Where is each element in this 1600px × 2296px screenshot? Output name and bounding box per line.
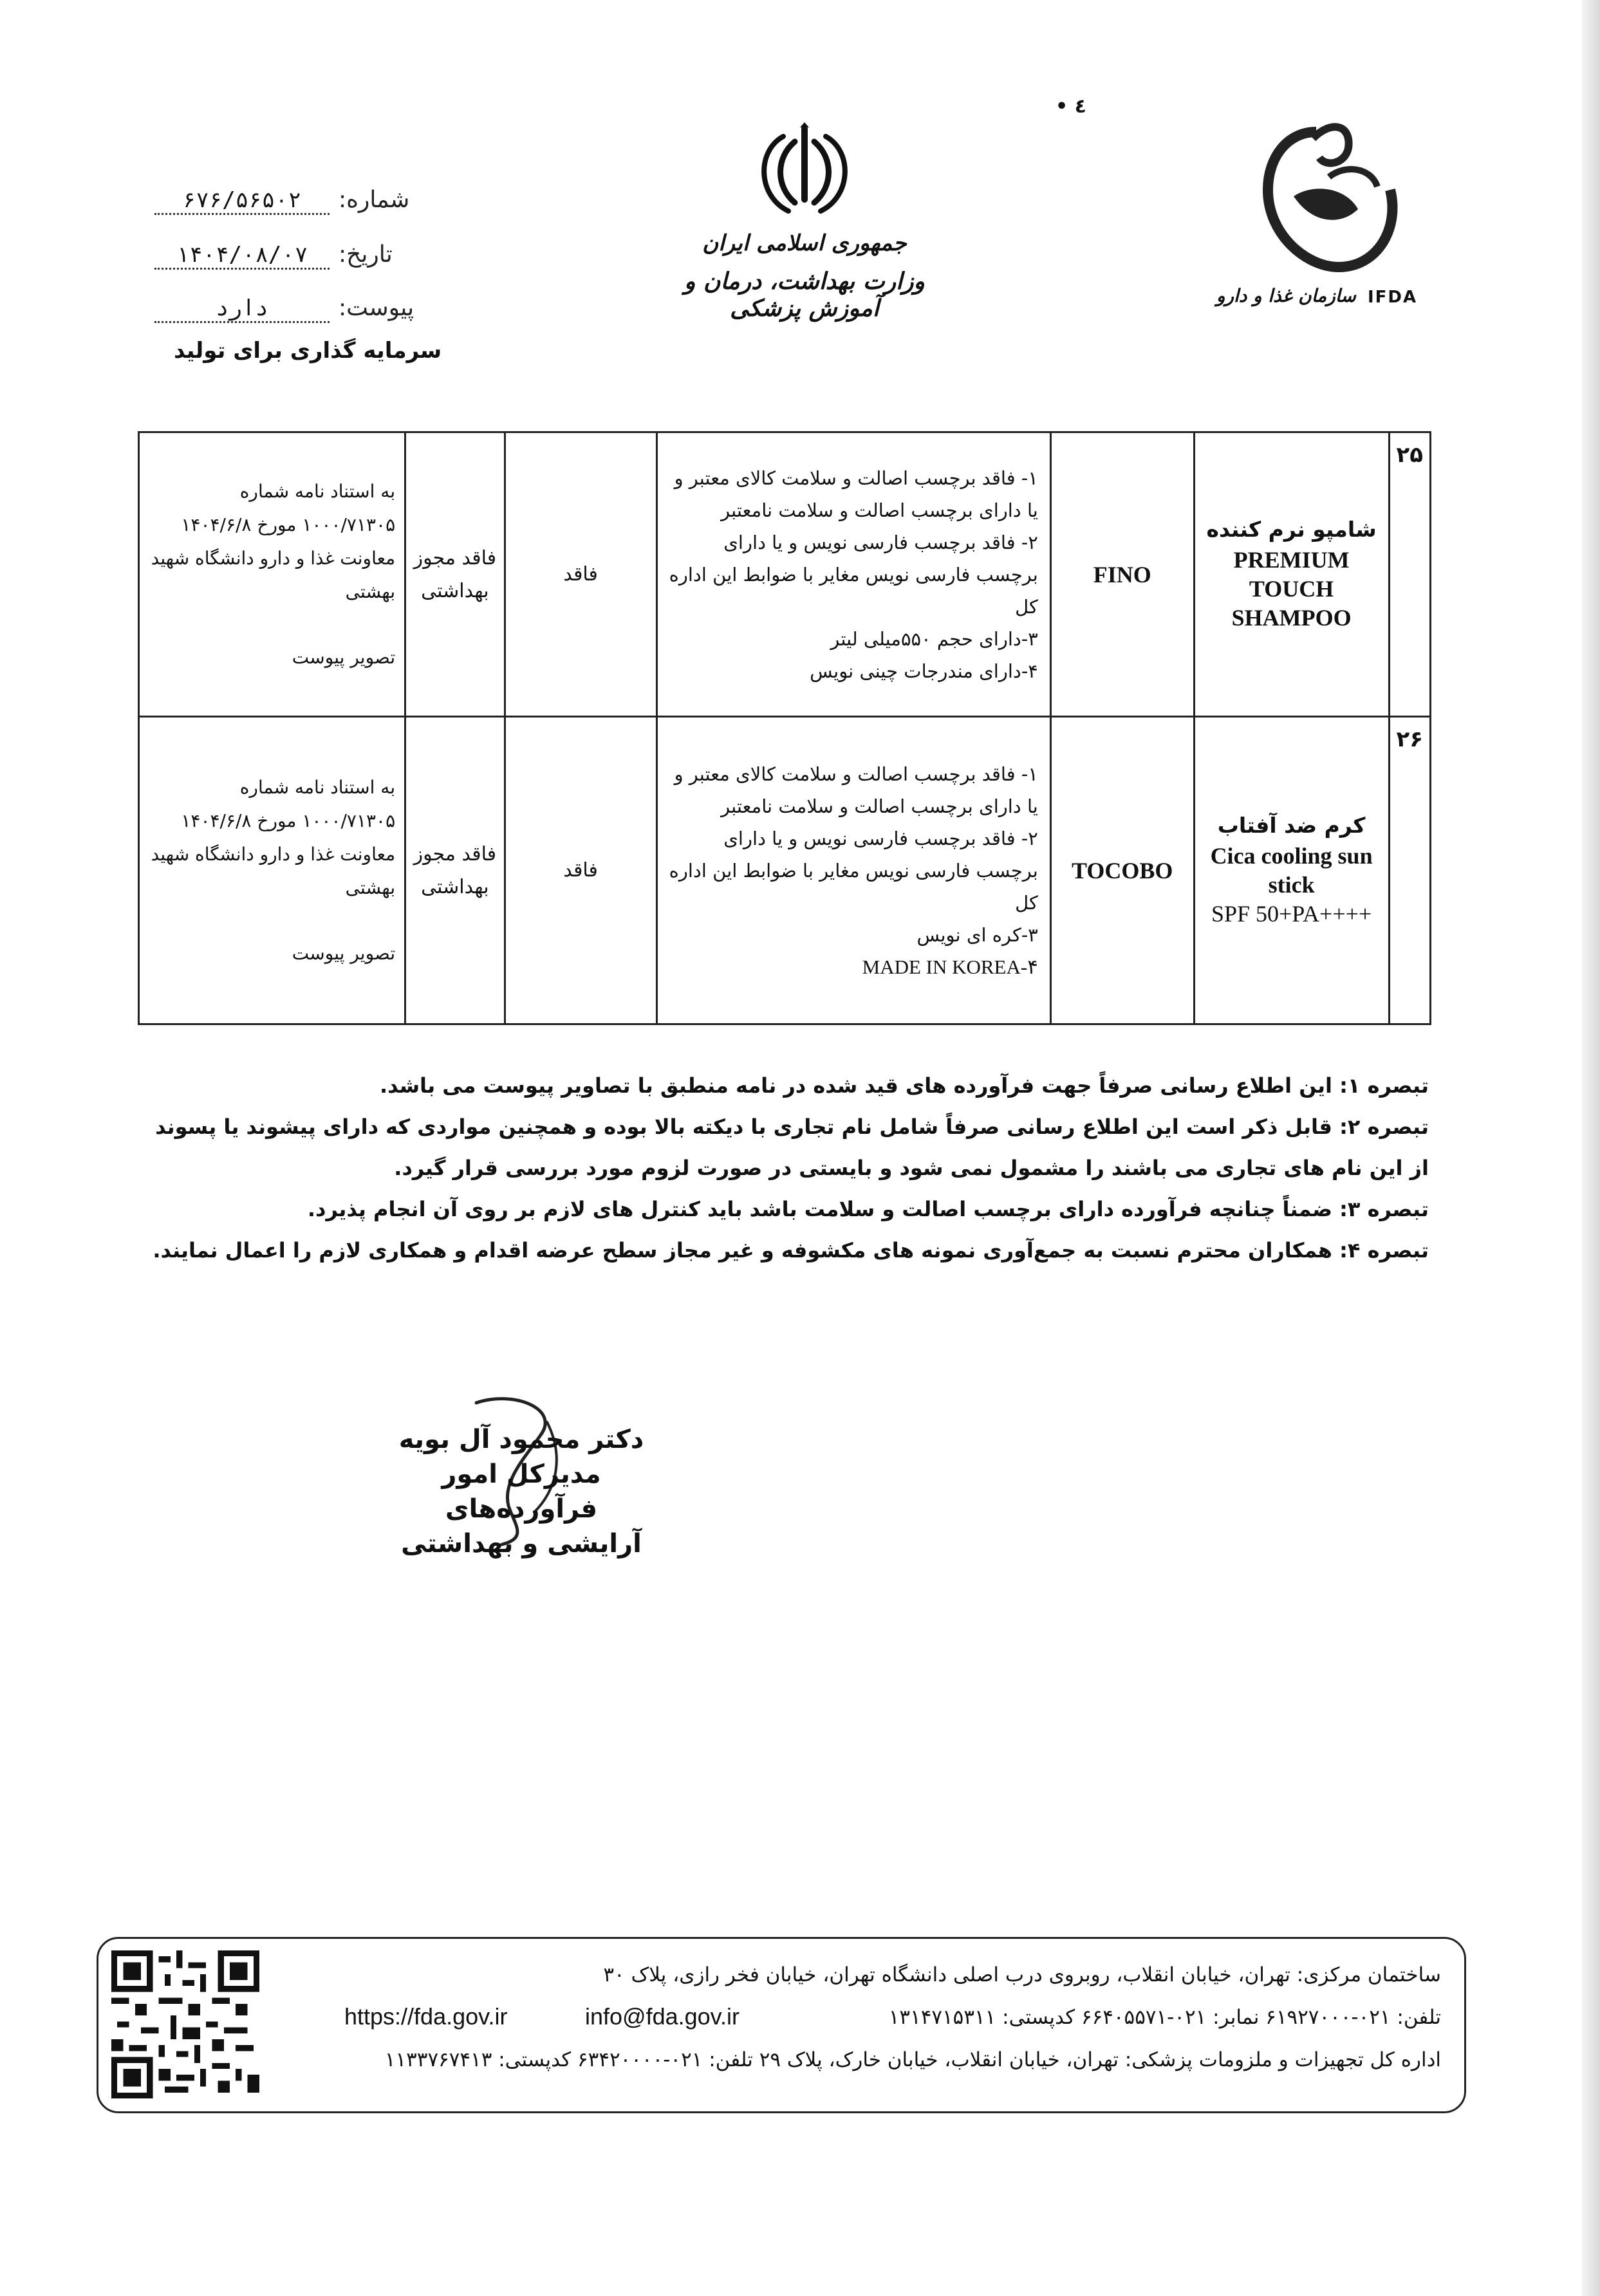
product-name-en-line: SHAMPOO: [1231, 604, 1352, 631]
issue-line: ۱- فاقد برچسب اصالت و سلامت کالای معتبر و: [674, 467, 1038, 489]
signatory-title: آرایشی و بهداشتی: [401, 1529, 642, 1559]
permit-line: فاقد مجوز: [413, 546, 497, 569]
fda-logo-icon: [1216, 113, 1429, 286]
reference-cell: [139, 717, 405, 1024]
product-name-en-line: PREMIUM TOUCH: [1233, 546, 1350, 602]
products-table: [138, 431, 1431, 1025]
note-4: تبصره ۴: همکاران محترم نسبت به جمع‌آوری نمونه های مکشوفه و غیر مجاز سطح عرضه اقدام و همکاری لازم را اعمال نمایند.: [153, 1238, 1429, 1263]
reference-line: به استناد نامه شماره: [239, 776, 396, 798]
product-cell: [1194, 717, 1389, 1024]
footer-contacts: تلفن: ۰۲۱-۶۱۹۲۷۰۰۰ نمابر: ۰۲۱-۶۶۴۰۵۵۷۱ کدپستی: ۱۳۱۴۷۱۵۳۱۱: [888, 2006, 1441, 2029]
issue-line: برچسب فارسی نویس مغایر با ضوابط این اداره: [669, 859, 1038, 882]
footer-website[interactable]: https://fda.gov.ir: [344, 2003, 508, 2030]
permit-line: فاقد مجوز: [413, 842, 497, 866]
table-row: [139, 717, 1431, 1024]
row-number: ۲۶: [1389, 717, 1430, 1024]
permit-line: بهداشتی: [421, 579, 489, 602]
issues-cell: [656, 432, 1050, 717]
note-3: تبصره ۳: ضمناً چنانچه فرآورده دارای برچسب اصالت و سلامت باشد باید کنترل های لازم بر روی آن انجام پذیرد.: [307, 1197, 1429, 1221]
signatory-title: مدیرکل امور فرآورده‌های: [442, 1459, 601, 1524]
result-cell: فاقد: [505, 717, 656, 1024]
row-number: ۲۵: [1389, 432, 1430, 717]
qr-code-icon[interactable]: [111, 1950, 259, 2098]
issues-cell: [656, 717, 1050, 1024]
reference-line: معاونت غذا و دارو دانشگاه شهید: [151, 547, 396, 569]
permit-cell: [405, 432, 505, 717]
issue-line: ۳-کره ای نویس: [916, 923, 1038, 946]
issue-line: کل: [1015, 891, 1038, 914]
date-value: ۱۴۰۴/۰۸/۰۷: [154, 242, 330, 270]
letter-date: [154, 241, 393, 270]
reference-line: به استناد نامه شماره: [239, 480, 396, 502]
product-cell: [1194, 432, 1389, 717]
result-cell: فاقد: [505, 432, 656, 717]
reference-line: معاونت غذا و دارو دانشگاه شهید: [151, 843, 396, 865]
product-spf-line: SPF 50+PA++++: [1211, 900, 1372, 927]
note-2: تبصره ۲: قابل ذکر است این اطلاع رسانی صرفاً شامل نام تجاری با دیکته بالا بوده و همچنین مواردی که دارای پیشوند یا پسوند از این نام های تجاری می باشند را مشمول نمی شود و بایستی در صورت لزوم مورد بررسی قرار گیرد.: [155, 1115, 1429, 1180]
footer: [97, 1937, 1466, 2113]
fda-name: سازمان غذا و دارو: [1216, 285, 1356, 306]
iran-emblem-icon: [750, 122, 859, 219]
brand-cell: FINO: [1050, 432, 1194, 717]
signature-block: [386, 1422, 656, 1561]
number-label: شماره:: [339, 187, 410, 213]
letter-number: [154, 187, 409, 215]
attachment-label: پیوست:: [339, 295, 414, 321]
product-name-en-line: Cica cooling sun stick: [1210, 842, 1373, 898]
reference-attachment: تصویر پیوست: [292, 646, 396, 668]
issue-line: کل: [1015, 595, 1038, 618]
reference-line: ۱۰۰۰/۷۱۳۰۵ مورخ ۱۴۰۴/۶/۸: [181, 514, 396, 535]
footer-address: ساختمان مرکزی: تهران، خیابان انقلاب، روبروی درب اصلی دانشگاه تهران، خیابان فخر رازی، پلاک ۳۰: [603, 1963, 1441, 1986]
issue-line: ۳-دارای حجم ۵۵۰میلی لیتر: [830, 627, 1038, 650]
ministry-title: وزارت بهداشت، درمان و آموزش پزشکی: [684, 268, 925, 322]
date-label: تاریخ:: [339, 241, 393, 268]
note-1: تبصره ۱: این اطلاع رسانی صرفاً جهت فرآورده های قید شده در نامه منطبق با تصاویر پیوست می باشد.: [379, 1073, 1429, 1098]
issue-line: یا دارای برچسب اصالت و سلامت نامعتبر: [721, 795, 1038, 817]
issue-line: ۱- فاقد برچسب اصالت و سلامت کالای معتبر و: [674, 763, 1038, 785]
product-name-fa: شامپو نرم کننده: [1206, 516, 1377, 542]
issue-line: ۲- فاقد برچسب فارسی نویس و یا دارای: [723, 531, 1038, 553]
footer-office: اداره کل تجهیزات و ملزومات پزشکی: تهران، خیابان انقلاب، خیابان خارک، پلاک ۲۹ تلفن: ۰۲۱-۶۳۴۲۰۰۰۰ کدپستی: ۱۱۳۳۷۶۷۴۱۳: [384, 2048, 1441, 2071]
reference-cell: [139, 432, 405, 717]
investment-slogan: سرمایه گذاری برای تولید: [174, 338, 442, 364]
brand-cell: TOCOBO: [1050, 717, 1194, 1024]
number-value: ۶۷۶/۵۶۵۰۲: [154, 187, 330, 215]
reference-attachment: تصویر پیوست: [292, 942, 396, 964]
page-edge-shadow: [1582, 0, 1600, 2296]
issue-line: ۲- فاقد برچسب فارسی نویس و یا دارای: [723, 827, 1038, 849]
republic-title: جمهوری اسلامی ایران: [702, 230, 907, 256]
issue-line: MADE IN KOREA-۴: [862, 955, 1038, 978]
attachment-value: دارد: [154, 295, 330, 323]
signatory-name: دکتر محمود آل بویه: [398, 1425, 644, 1454]
issue-line: یا دارای برچسب اصالت و سلامت نامعتبر: [721, 499, 1038, 521]
permit-cell: [405, 717, 505, 1024]
reference-line: بهشتی: [345, 876, 396, 898]
reference-line: ۱۰۰۰/۷۱۳۰۵ مورخ ۱۴۰۴/۶/۸: [181, 810, 396, 831]
government-header: [663, 122, 946, 322]
fda-abbreviation: IFDA: [1368, 288, 1418, 307]
notes-section: [148, 1065, 1429, 1271]
product-name-fa: کرم ضد آفتاب: [1217, 812, 1366, 838]
issue-line: برچسب فارسی نویس مغایر با ضوابط این اداره: [669, 563, 1038, 586]
corner-marks: • ٤: [1056, 95, 1086, 118]
footer-email[interactable]: info@fda.gov.ir: [585, 2003, 740, 2030]
letter-attachment: [154, 295, 414, 323]
fda-logo: [1216, 113, 1429, 319]
reference-line: بهشتی: [345, 580, 396, 602]
table-row: [139, 432, 1431, 717]
permit-line: بهداشتی: [421, 875, 489, 898]
issue-line: ۴-دارای مندرجات چینی نویس: [810, 660, 1038, 682]
